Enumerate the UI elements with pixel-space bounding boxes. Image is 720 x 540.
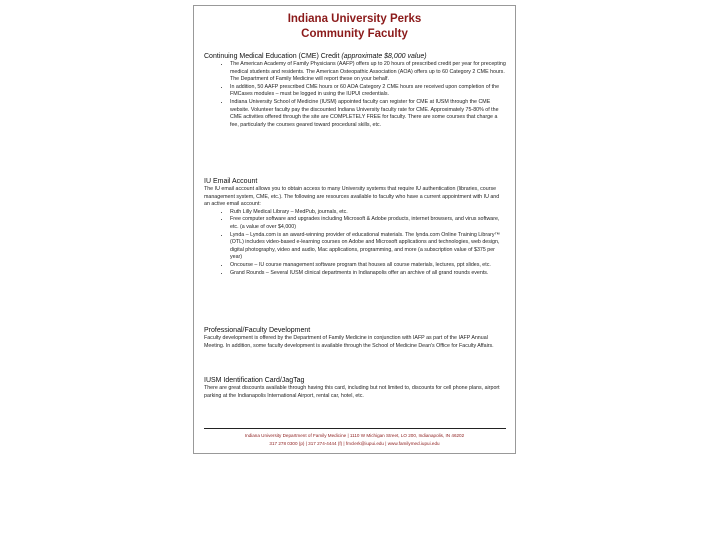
footer-contact: 317 278 0300 (p) | 317 274-4444 (f) | fmclerk@iupui.edu | www.familymed.iupui.edu (269, 441, 440, 446)
list-item: • Ruth Lilly Medical Library – MedPub, journals, etc. (230, 209, 506, 217)
list-item: • The American Academy of Family Physicians (AAFP) offers up to 20 hours of prescribed credit per year for precepting medical students and residents. The American Osteopathic Association (AOA) offers up to 60 Category 2 CME hours. The Department of Family Medicine will report these on your behalf. (230, 61, 506, 84)
footer (194, 432, 515, 448)
list-item: • Oncourse – IU course management software program that houses all course materials, lectures, ppt slides, etc. (230, 262, 506, 270)
document-page (193, 5, 516, 454)
development-body: Faculty development is offered by the Department of Family Medicine in conjunction with IAFP as part of the IAFP Annual Meeting. In addition, some faculty development is available through the School of Medicine Dean's Office for Faculty Affairs. (204, 335, 494, 349)
cme-heading (204, 52, 506, 61)
email-section (204, 177, 506, 277)
footer-address: Indiana University Department of Family Medicine | 1110 W Michigan Street, LO 200, Indianapolis, IN 46202 (244, 433, 465, 438)
development-section (204, 326, 506, 350)
list-item: • Grand Rounds – Several IUSM clinical departments in Indianapolis offer an archive of all grand rounds events. (230, 270, 506, 278)
idcard-heading: IUSM Identification Card/JagTag (204, 377, 305, 384)
idcard-body: There are great discounts available through having this card, including but not limited to, discounts for cell phone plans, airport parking at the Indianapolis International Airport, rental car, hotel, etc. (204, 385, 500, 399)
cme-heading-text: Continuing Medical Education (CME) Credit (204, 53, 340, 60)
footer-divider (204, 428, 506, 429)
idcard-section (204, 376, 506, 400)
cme-list (204, 61, 506, 129)
list-item: • In addition, 50 AAFP prescribed CME hours or 60 AOA Category 2 CME hours are received upon completion of the FMCases modules – must be logged in using the IUPUI credentials. (230, 84, 506, 99)
title-line-2: Community Faculty (301, 28, 408, 40)
email-heading: IU Email Account (204, 178, 258, 185)
document-title (194, 12, 515, 42)
list-item: • Lynda – Lynda.com is an award-winning provider of educational materials. The lynda.com Online Training Library™ (OTL) includes video-based e-learning courses on Adobe and Microsoft applications and technologies, web design, digital photography, video and audio, Mac applications, programming, and more (a subscription value of $375 per year) (230, 232, 506, 262)
email-intro: The IU email account allows you to obtain access to many University systems that require IU authentication (libraries, course management system, CME, etc.). The following are resources available to faculty who have a current appointment with IU and an active email account: (204, 186, 500, 208)
cme-section (204, 52, 506, 129)
list-item: • Free computer software and upgrades including Microsoft & Adobe products, internet browsers, and virus software, etc. (a value of over $4,000) (230, 216, 506, 231)
list-item: • Indiana University School of Medicine (IUSM) appointed faculty can register for CME at IUSM through the CME website. Volunteer faculty pay the discounted Indiana University faculty rate for CME. Approximately 75-80% of the CME activities offered through the site are COMPLETELY FREE for faculty. There are some courses that charge a fee, particularly the courses geared toward procedural skills, etc. (230, 99, 506, 129)
title-line-1: Indiana University Perks (287, 13, 422, 25)
cme-heading-note: (approximate $8,000 value) (341, 53, 427, 60)
email-list (204, 209, 506, 277)
development-heading: Professional/Faculty Development (204, 327, 311, 334)
